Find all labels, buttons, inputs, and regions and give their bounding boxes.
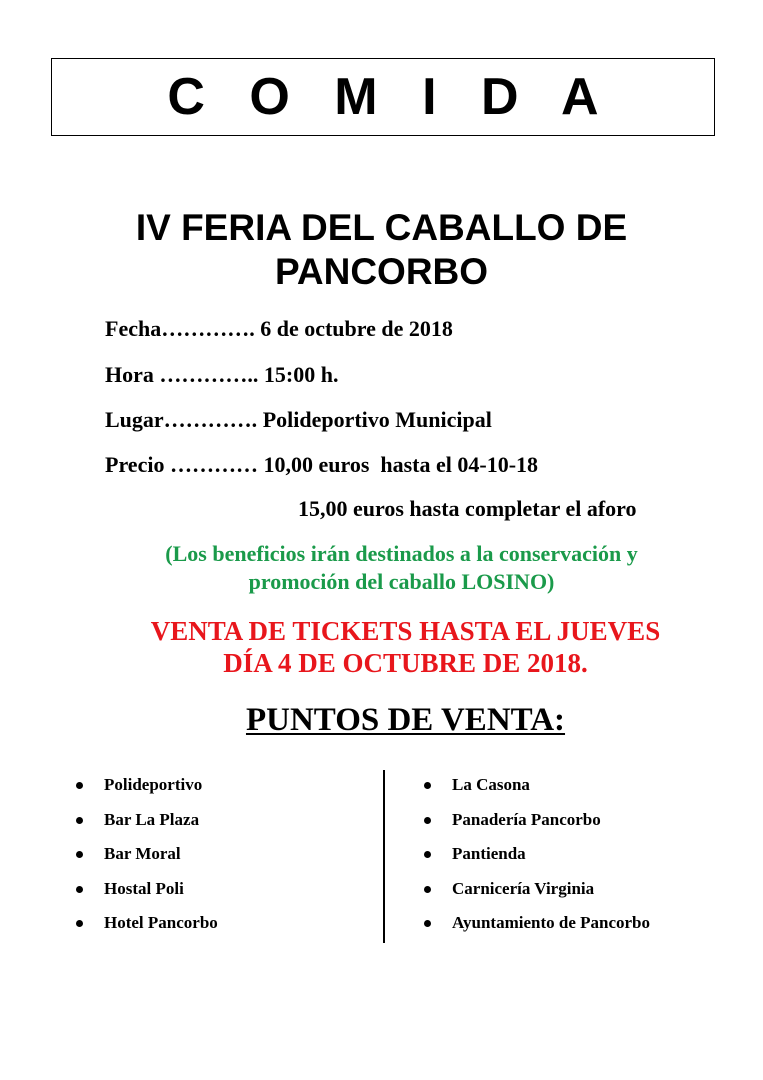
time-value: 15:00 h. [263, 362, 339, 387]
bullet-icon [424, 851, 431, 858]
list-item: Hostal Poli [104, 879, 218, 914]
date-value: 6 de octubre de 2018 [260, 316, 453, 341]
title-box [51, 58, 715, 136]
bullet-icon [76, 817, 83, 824]
bullet-icon [424, 817, 431, 824]
benefit-note-line-2: promoción del caballo LOSINO) [248, 569, 555, 594]
list-item: Hotel Pancorbo [104, 913, 218, 948]
column-divider [383, 770, 385, 943]
event-title-line-1: IV FERIA DEL CABALLO DE [135, 207, 628, 248]
bullet-icon [76, 886, 83, 893]
bullet-icon [424, 920, 431, 927]
date-row [105, 316, 453, 342]
list-item: Bar La Plaza [104, 810, 218, 845]
price-row-2 [298, 496, 637, 522]
bullet-icon [76, 782, 83, 789]
sales-points-heading-text: PUNTOS DE VENTA: [245, 702, 566, 738]
date-label: Fecha…………. [105, 316, 261, 341]
ticket-deadline-line-1: VENTA DE TICKETS HASTA EL JUEVES [150, 616, 661, 646]
list-item: Pantienda [452, 844, 650, 879]
sales-points-right-list [452, 775, 650, 948]
bullet-icon [76, 851, 83, 858]
benefit-note-line-1: (Los beneficios irán destinados a la conservación y [165, 541, 638, 566]
place-row [105, 407, 492, 433]
place-value: Polideportivo Municipal [262, 407, 492, 432]
price-value-2: 15,00 euros hasta completar el aforo [298, 496, 637, 521]
list-item: Ayuntamiento de Pancorbo [452, 913, 650, 948]
time-row [105, 362, 338, 388]
event-title [0, 206, 763, 294]
bullet-icon [424, 782, 431, 789]
page-title: C O M I D A [167, 68, 614, 126]
benefit-note [0, 540, 763, 596]
bullet-icon [76, 920, 83, 927]
list-item: La Casona [452, 775, 650, 810]
ticket-deadline-line-2: DÍA 4 DE OCTUBRE DE 2018. [223, 648, 588, 678]
time-label: Hora ………….. [105, 362, 264, 387]
place-label: Lugar…………. [105, 407, 263, 432]
list-item: Bar Moral [104, 844, 218, 879]
bullet-icon [424, 886, 431, 893]
event-title-line-2: PANCORBO [274, 251, 489, 292]
sales-points-heading [0, 700, 763, 740]
price-value: 10,00 euros hasta el 04-10-18 [263, 452, 539, 477]
ticket-deadline-alert [0, 615, 763, 679]
list-item: Panadería Pancorbo [452, 810, 650, 845]
list-item: Carnicería Virginia [452, 879, 650, 914]
sales-points-left-list [104, 775, 218, 948]
price-row [105, 452, 538, 478]
price-label: Precio ………… [105, 452, 264, 477]
list-item: Polideportivo [104, 775, 218, 810]
